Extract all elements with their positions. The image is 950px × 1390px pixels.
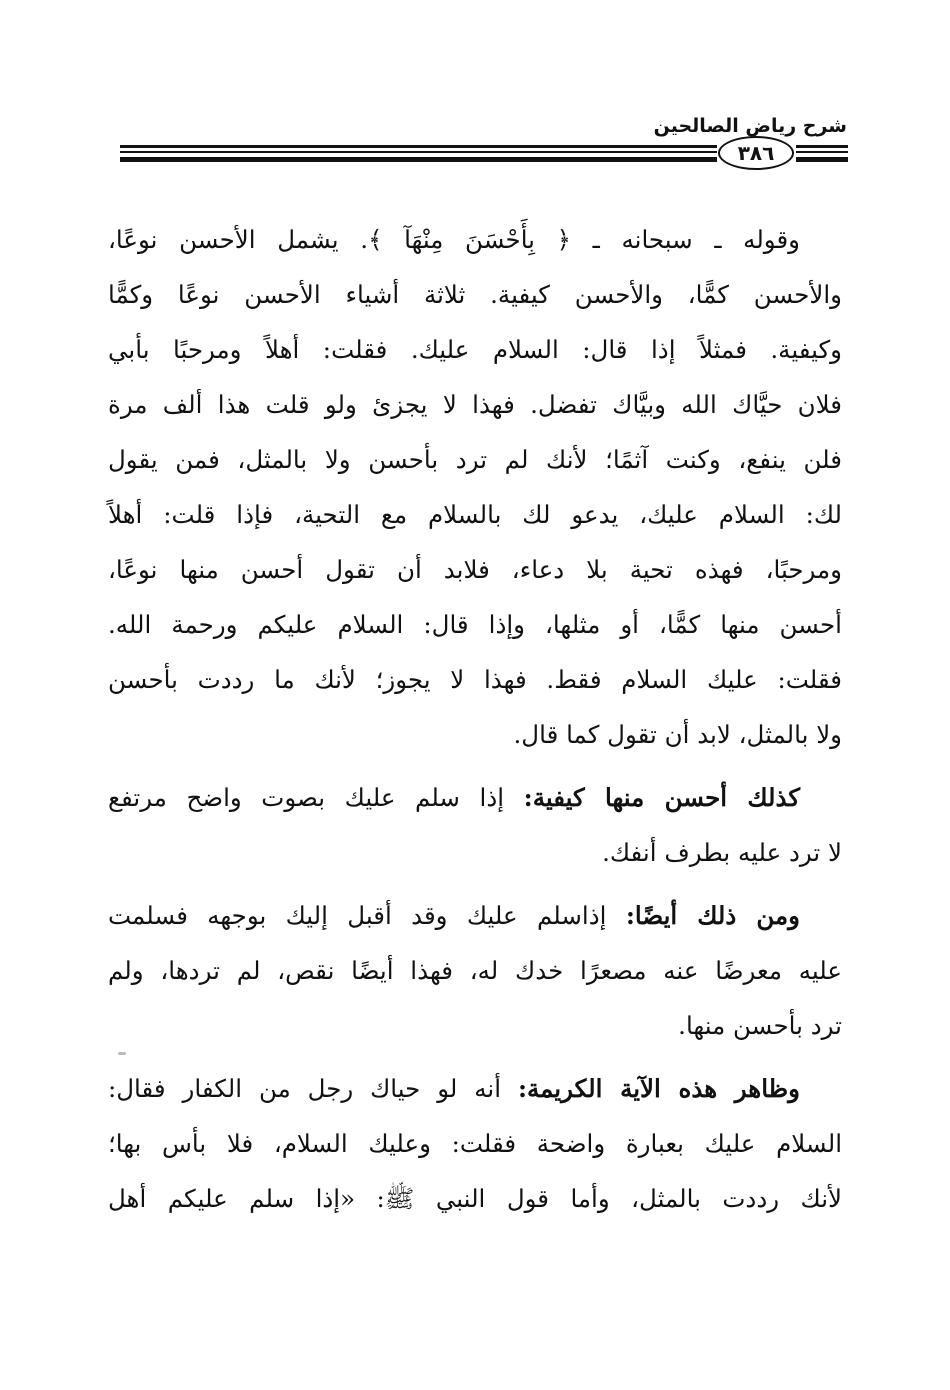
text-line xyxy=(108,1061,842,1116)
page-number: ٣٨٦ xyxy=(718,136,794,170)
header-rule xyxy=(120,145,717,148)
running-header-title: شرح رياض الصالحين xyxy=(653,115,847,137)
paragraph xyxy=(108,212,842,762)
text-line xyxy=(108,770,842,825)
header-rule xyxy=(120,151,717,153)
text-run: إذا سلم عليك بصوت واضح مرتفع xyxy=(108,783,524,812)
paragraph-lead: كذلك أحسن منها كيفية: xyxy=(523,783,801,812)
text-line: فقلت: عليك السلام فقط. فهذا لا يجوز؛ لأنك ما رددت بأحسن xyxy=(108,665,842,694)
text-line: فلان حيَّاك الله وبيَّاك تفضل. فهذا لا يجزئ ولو قلت هذا ألف مرة xyxy=(108,390,842,419)
text-line: والأحسن كمًّا، والأحسن كيفية. ثلاثة أشياء الأحسن نوعًا وكمًّا xyxy=(108,280,842,309)
text-line: ترد بأحسن منها. xyxy=(678,1011,842,1040)
text-run: أنه لو حياك رجل من الكفار فقال: xyxy=(108,1074,518,1103)
text-line: ولا بالمثل، لابد أن تقول كما قال. xyxy=(513,720,842,749)
text-line: فلن ينفع، وكنت آثمًا؛ لأنك لم ترد بأحسن ولا بالمثل، فمن يقول xyxy=(108,445,842,474)
text-line: وقوله ـ سبحانه ـ ﴿ بِأَحْسَنَ مِنْهَآ ﴾. يشمل الأحسن نوعًا، xyxy=(108,225,800,254)
header-rule xyxy=(796,145,848,148)
header-rule xyxy=(796,151,848,153)
scan-speck xyxy=(118,1052,126,1055)
text-line: أحسن منها كمًّا، أو مثلها، وإذا قال: السلام عليكم ورحمة الله. xyxy=(108,610,842,639)
text-line: وكيفية. فمثلاً إذا قال: السلام عليك. فقلت: أهلاً ومرحبًا بأبي xyxy=(108,335,842,364)
text-line: السلام عليك بعبارة واضحة فقلت: وعليك السلام، فلا بأس بها؛ xyxy=(108,1129,842,1158)
paragraph-lead: وظاهر هذه الآية الكريمة: xyxy=(517,1074,801,1103)
body-text xyxy=(108,212,842,1226)
header-rule xyxy=(120,157,717,162)
paragraph xyxy=(108,888,842,1053)
text-line: لا ترد عليه بطرف أنفك. xyxy=(602,838,842,867)
text-line: لك: السلام عليك، يدعو لك بالسلام مع التحية، فإذا قلت: أهلاً xyxy=(108,500,842,529)
header-rule xyxy=(796,157,848,162)
text-line xyxy=(108,888,842,943)
paragraph xyxy=(108,770,842,880)
text-line: ومرحبًا، فهذه تحية بلا دعاء، فلابد أن تقول أحسن منها نوعًا، xyxy=(108,555,842,584)
text-run: إذاسلم عليك وقد أقبل إليك بوجهه فسلمت xyxy=(108,901,626,930)
paragraph-lead: ومن ذلك أيضًا: xyxy=(625,901,800,930)
text-line: عليه معرضًا عنه مصعرًا خدك له، فهذا أيضًا نقص، لم تردها، ولم xyxy=(108,956,842,985)
paragraph xyxy=(108,1061,842,1226)
text-line: لأنك رددت بالمثل، وأما قول النبي ﷺ: «إذا سلم عليكم أهل xyxy=(108,1184,842,1213)
